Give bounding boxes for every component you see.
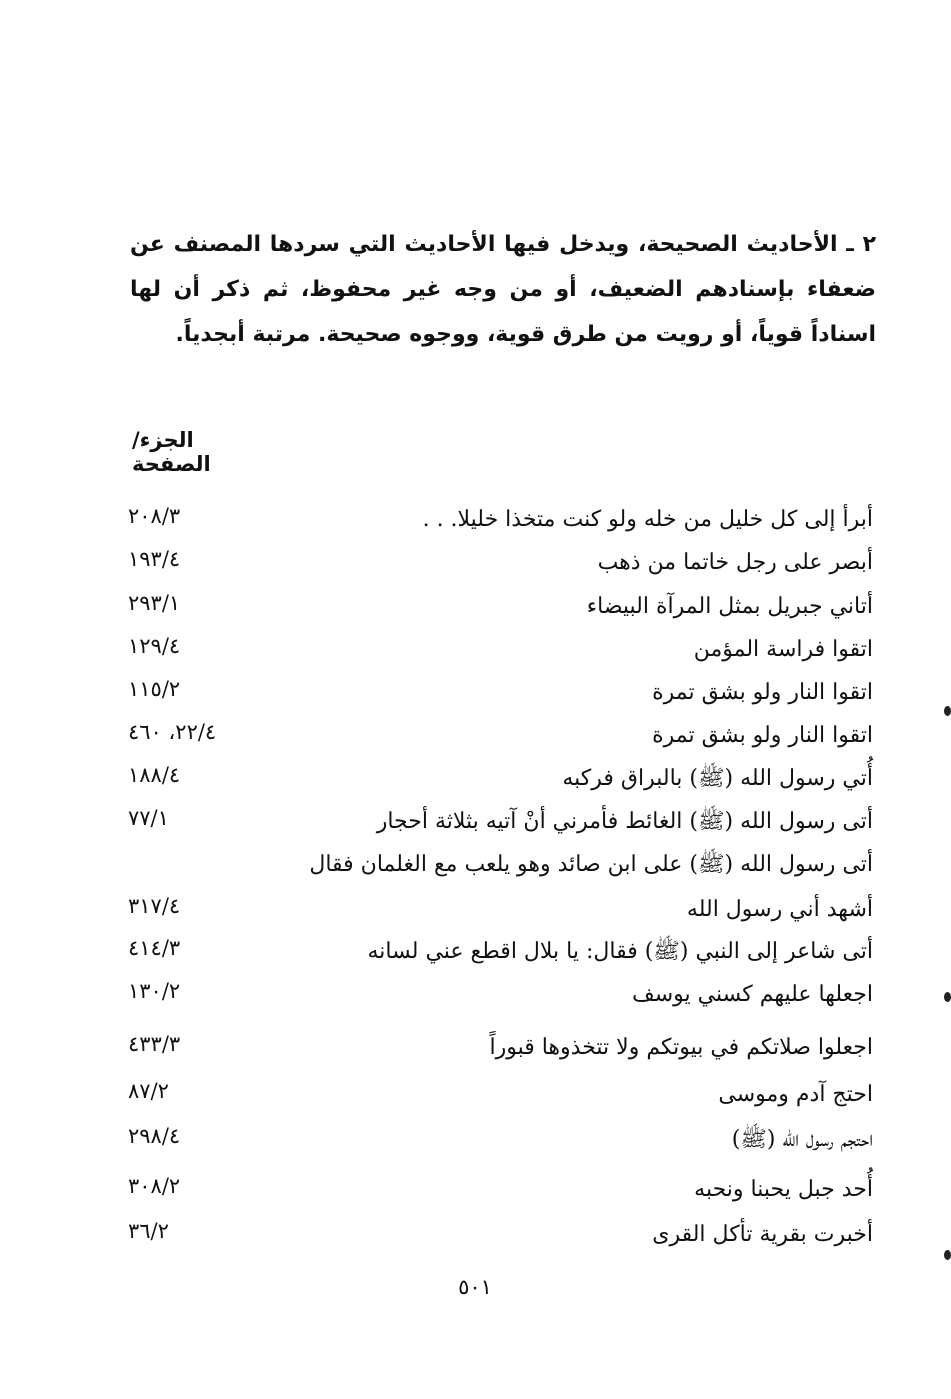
entry-text: أخبرت بقرية تأكل القرى: [652, 1222, 873, 1247]
entry-text: اتقوا النار ولو بشق تمرة: [652, 680, 873, 705]
index-entry: [0, 845, 951, 885]
entry-volume-page: ١٨٨/٤: [128, 763, 181, 787]
margin-mark: [944, 992, 951, 1002]
entry-volume-page: ١٢٩/٤: [128, 634, 181, 658]
entry-text: أبرأ إلى كل خليل من خله ولو كنت متخذا خليلا. . .: [422, 507, 873, 532]
entry-volume-page: ٤١٤/٣: [128, 936, 181, 960]
entry-text: أتاني جبريل بمثل المرآة البيضاء: [586, 594, 873, 619]
index-entry: [0, 716, 951, 756]
margin-mark: [944, 1250, 951, 1260]
margin-mark: [944, 706, 951, 716]
index-entry: [0, 543, 951, 583]
entry-volume-page: ٣١٧/٤: [128, 894, 181, 918]
entry-text: أتى رسول الله (ﷺ) على ابن صائد وهو يلعب مع الغلمان فقال: [309, 852, 873, 877]
entry-text: اجعلها عليهم كسني يوسف: [631, 982, 873, 1007]
entry-text: احتجم رسول الله (ﷺ): [731, 1127, 873, 1152]
entry-text: اتقوا فراسة المؤمن: [693, 637, 873, 662]
entry-volume-page: ١١٥/٢: [128, 677, 181, 701]
entry-volume-page: ٨٧/٢: [128, 1079, 169, 1103]
index-entry: [0, 890, 951, 930]
index-entry: [0, 1215, 951, 1255]
index-entry: [0, 802, 951, 842]
entry-text: أتى شاعر إلى النبي (ﷺ) فقال: يا بلال اقطع عني لسانه: [367, 939, 873, 964]
entry-volume-page: ٣٠٨/٢: [128, 1174, 181, 1198]
index-entry: [0, 1120, 951, 1160]
entry-text: أشهد أني رسول الله: [686, 897, 873, 922]
entry-volume-page: ٢٠٨/٣: [128, 504, 181, 528]
index-entry: [0, 500, 951, 540]
index-entry: [0, 1028, 951, 1068]
entry-volume-page: ١٩٣/٤: [128, 547, 181, 571]
entry-text: أُتي رسول الله (ﷺ) بالبراق فركبه: [562, 766, 873, 791]
index-entry: [0, 630, 951, 670]
entry-volume-page: ٢٢/٤، ٤٦٠: [128, 720, 217, 744]
entry-text: احتج آدم وموسى: [718, 1082, 873, 1107]
entry-volume-page: ٣٦/٢: [128, 1219, 169, 1243]
entry-text: أبصر على رجل خاتما من ذهب: [597, 550, 873, 575]
page-number: ٥٠١: [458, 1275, 492, 1299]
index-entry: [0, 1075, 951, 1115]
entry-text: أتى رسول الله (ﷺ) الغائط فأمرني أنْ آتيه بثلاثة أحجار: [376, 809, 873, 834]
entry-volume-page: ٤٣٣/٣: [128, 1032, 181, 1056]
index-entry: [0, 587, 951, 627]
entry-volume-page: ٢٩٣/١: [128, 591, 181, 615]
index-entry: [0, 1170, 951, 1210]
index-entry: [0, 932, 951, 972]
entry-volume-page: ٢٩٨/٤: [128, 1124, 181, 1148]
entry-text: اتقوا النار ولو بشق تمرة: [652, 723, 873, 748]
intro-paragraph: ٢ ـ الأحاديث الصحيحة، ويدخل فيها الأحاديث التي سردها المصنف عن ضعفاء بإسنادهم الضعيف، أو من وجه غير محفوظ، ثم ذكر أن لها اسناداً قوياً، أو رويت من طرق قوية، ووجوه صحيحة. مرتبة أبجدياً.: [130, 232, 876, 347]
entry-volume-page: ٧٧/١: [128, 806, 169, 830]
entry-text: أُحد جبل يحبنا ونحبه: [694, 1177, 873, 1202]
index-entry: [0, 975, 951, 1015]
entry-volume-page: ١٣٠/٢: [128, 979, 181, 1003]
index-entry: [0, 673, 951, 713]
entry-text: اجعلوا صلاتكم في بيوتكم ولا تتخذوها قبوراً: [489, 1035, 873, 1060]
column-header: الجزء/الصفحة: [132, 428, 211, 476]
index-entry: [0, 759, 951, 799]
